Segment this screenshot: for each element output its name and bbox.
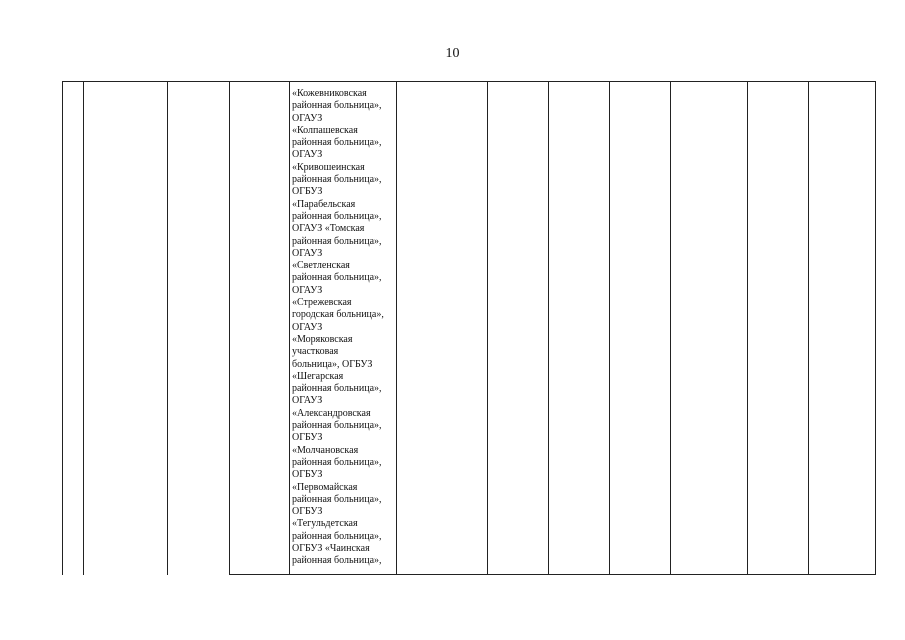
column-line (875, 81, 876, 575)
column-line (548, 81, 549, 575)
table-top-border (62, 81, 875, 82)
column-line (670, 81, 671, 575)
column-line (808, 81, 809, 575)
column-line (609, 81, 610, 575)
column-line (229, 81, 230, 575)
column-line (83, 81, 84, 575)
column-line (487, 81, 488, 575)
organization-list-cell: «Кожевниковская районная больница», ОГАУЗ «Колпашевская районная больница», ОГАУЗ «Кривошеинская районная больница», ОГБУЗ «Парабельская районная больница», ОГАУЗ «Томская районная больница», ОГАУЗ «Светленская районная больница», ОГАУЗ «Стрежевская городская больница», ОГАУЗ «Моряковская участковая больница», ОГБУЗ «Шегарская районная больница», ОГАУЗ «Александровская районная больница», ОГБУЗ «Молчановская районная больница», ОГБУЗ «Первомайская районная больница», ОГБУЗ «Тегульдетская районная больница», ОГБУЗ «Чаинская районная больница», (292, 88, 384, 567)
column-line (747, 81, 748, 575)
column-line (289, 81, 290, 575)
column-line (62, 81, 63, 575)
table-bottom-border (229, 574, 875, 575)
column-line (167, 81, 168, 575)
page-number: 10 (445, 46, 460, 61)
